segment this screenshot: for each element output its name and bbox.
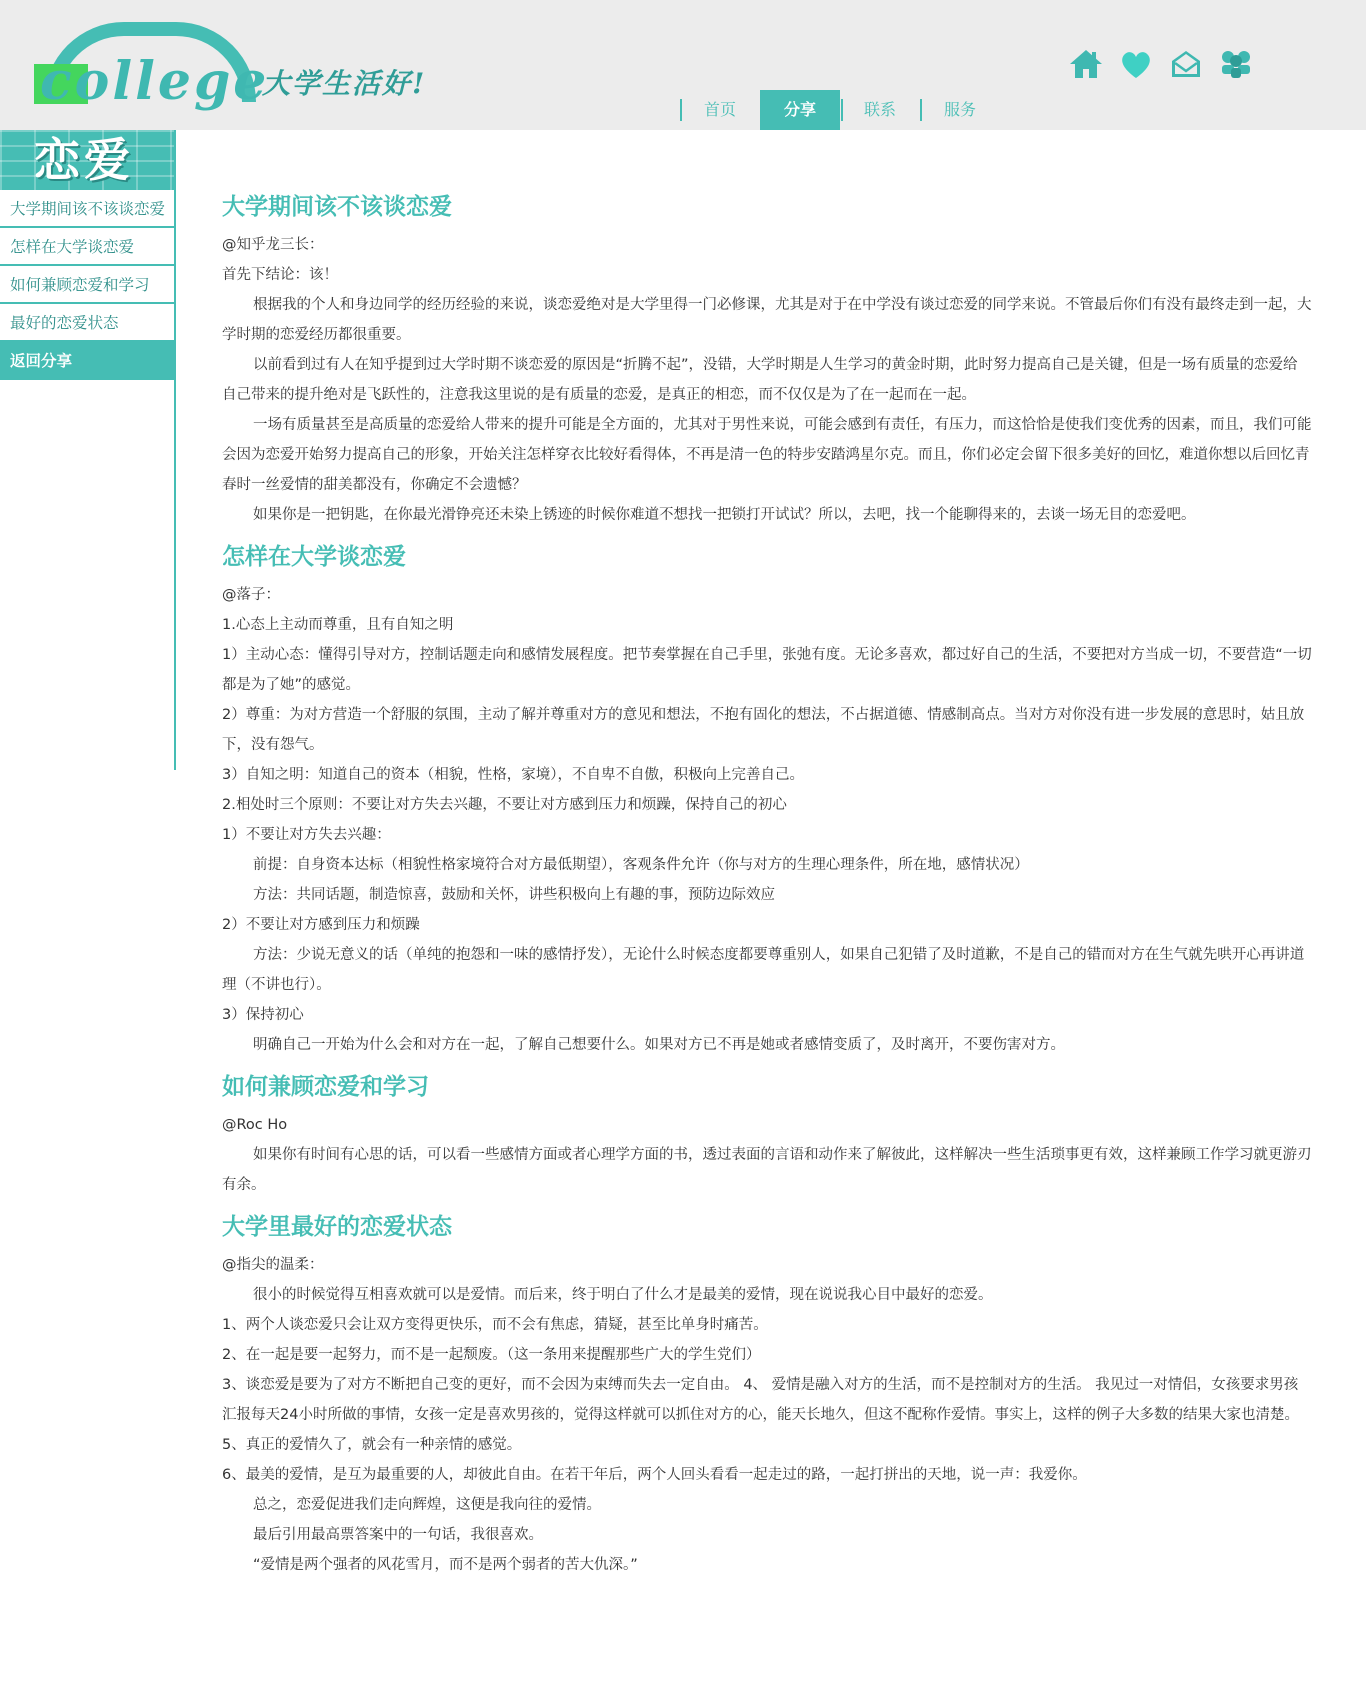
paragraph: @知乎龙三长： xyxy=(222,237,324,253)
paragraph: 5、真正的爱情久了，就会有一种亲情的感觉。 xyxy=(222,1437,522,1453)
logo-word: college xyxy=(40,51,270,112)
paragraph: 方法：少说无意义的话（单纯的抱怨和一味的感情抒发），无论什么时候态度都要尊重别人，如果自己犯错了及时道歉，不是自己的错而对方在生气就先哄开心再讲道理（不讲也行）。 xyxy=(222,947,1305,993)
main-content xyxy=(222,190,1312,1590)
sidebar-item-best-state[interactable]: 最好的恋爱状态 xyxy=(0,304,174,342)
paragraph: 2.相处时三个原则：不要让对方失去兴趣，不要让对方感到压力和烦躁，保持自己的初心 xyxy=(222,797,787,813)
paragraph: “爱情是两个强者的风花雪月，而不是两个弱者的苦大仇深。” xyxy=(253,1557,638,1573)
paragraph: 如果你是一把钥匙，在你最光滑铮亮还未染上锈迹的时候你难道不想找一把锁打开试试？所以，去吧，找一个能聊得来的，去谈一场无目的恋爱吧。 xyxy=(253,507,1196,523)
paragraph: 3）自知之明：知道自己的资本（相貌，性格，家境），不自卑不自傲，积极向上完善自己。 xyxy=(222,767,804,783)
top-icons xyxy=(1068,46,1254,82)
nav-home[interactable]: 首页 xyxy=(680,90,760,130)
section-title: 大学里最好的恋爱状态 xyxy=(222,1213,452,1240)
paragraph: 最后引用最高票答案中的一句话，我很喜欢。 xyxy=(253,1527,543,1543)
site-header xyxy=(0,0,1366,130)
paragraph: 1）主动心态：懂得引导对方，控制话题走向和感情发展程度。把节奏掌握在自己手里，张弛有度。无论多喜欢，都过好自己的生活，不要把对方当成一切，不要营造“一切都是为了她”的感觉。 xyxy=(222,647,1312,693)
nav-contact[interactable]: 联系 xyxy=(840,90,920,130)
section-best-state xyxy=(222,1210,1312,1580)
section-title: 大学期间该不该谈恋爱 xyxy=(222,193,452,220)
section-title: 怎样在大学谈恋爱 xyxy=(222,543,406,570)
sidebar-item-love-and-study[interactable]: 如何兼顾恋爱和学习 xyxy=(0,266,174,304)
paragraph: 一场有质量甚至是高质量的恋爱给人带来的提升可能是全方面的，尤其对于男性来说，可能会感到有责任，有压力，而这恰恰是使我们变优秀的因素，而且，我们可能会因为恋爱开始努力提高自己的形象，开始关注怎样穿衣比较好看得体，不再是清一色的特步安踏鸿星尔克。而且，你们必定会留下很多美好的回忆，难道你想以后回忆青春时一丝爱情的甜美都没有，你确定不会遗憾？ xyxy=(222,417,1312,493)
community-icon[interactable] xyxy=(1218,46,1254,82)
section-how-to-date xyxy=(222,540,1312,1060)
paragraph: 1、两个人谈恋爱只会让双方变得更快乐，而不会有焦虑，猜疑，甚至比单身时痛苦。 xyxy=(222,1317,768,1333)
sidebar-item-back-to-share[interactable]: 返回分享 xyxy=(0,342,174,380)
paragraph: 如果你有时间有心思的话，可以看一些感情方面或者心理学方面的书，透过表面的言语和动作来了解彼此，这样解决一些生活琐事更有效，这样兼顾工作学习就更游刃有余。 xyxy=(222,1147,1312,1193)
home-icon[interactable] xyxy=(1068,46,1104,82)
paragraph: 1）不要让对方失去兴趣： xyxy=(222,827,391,843)
mail-icon[interactable] xyxy=(1168,46,1204,82)
paragraph: @Roc Ho xyxy=(222,1117,288,1133)
sidebar-title: 恋爱 xyxy=(34,133,134,187)
paragraph: 2）不要让对方感到压力和烦躁 xyxy=(222,917,420,933)
paragraph: 2、在一起是要一起努力，而不是一起颓废。（这一条用来提醒那些广大的学生党们） xyxy=(222,1347,761,1363)
paragraph: 2）尊重：为对方营造一个舒服的氛围，主动了解并尊重对方的意见和想法，不抱有固化的想法，不占据道德、情感制高点。当对方对你没有进一步发展的意思时，姑且放下，没有怨气。 xyxy=(222,707,1305,753)
sidebar-item-should-date[interactable]: 大学期间该不该谈恋爱 xyxy=(0,190,174,228)
paragraph: @指尖的温柔： xyxy=(222,1257,324,1273)
sidebar xyxy=(0,130,176,770)
paragraph: 总之，恋爱促进我们走向辉煌，这便是我向往的爱情。 xyxy=(253,1497,601,1513)
paragraph: 根据我的个人和身边同学的经历经验的来说，谈恋爱绝对是大学里得一门必修课，尤其是对于在中学没有谈过恋爱的同学来说。不管最后你们有没有最终走到一起，大学时期的恋爱经历都很重要。 xyxy=(222,297,1312,343)
section-should-date xyxy=(222,190,1312,530)
sidebar-item-how-to-date[interactable]: 怎样在大学谈恋爱 xyxy=(0,228,174,266)
paragraph: 方法：共同话题，制造惊喜，鼓励和关怀，讲些积极向上有趣的事，预防边际效应 xyxy=(253,887,775,903)
paragraph: 以前看到过有人在知乎提到过大学时期不谈恋爱的原因是“折腾不起”，没错，大学时期是人生学习的黄金时期，此时努力提高自己是关键，但是一场有质量的恋爱给自己带来的提升绝对是飞跃性的，注意我这里说的是有质量的恋爱，是真正的相恋，而不仅仅是为了在一起而在一起。 xyxy=(222,357,1298,403)
section-love-and-study xyxy=(222,1070,1312,1200)
heart-icon[interactable] xyxy=(1118,46,1154,82)
paragraph: 前提：自身资本达标（相貌性格家境符合对方最低期望），客观条件允许（你与对方的生理心理条件，所在地，感情状况） xyxy=(253,857,1029,873)
section-title: 如何兼顾恋爱和学习 xyxy=(222,1073,429,1100)
main-nav xyxy=(680,90,1000,130)
paragraph: 3、谈恋爱是要为了对方不断把自己变的更好，而不会因为束缚而失去一定自由。 4、 爱情是融入对方的生活，而不是控制对方的生活。 我见过一对情侣，女孩要求男孩汇报每天24小时所做的事情，女孩一定是喜欢男孩的，觉得这样就可以抓住对方的心，能天长地久，但这不配称作爱情。事实上，这样的例子大多数的结果大家也清楚。 xyxy=(222,1377,1299,1423)
sidebar-title-banner xyxy=(0,130,174,190)
paragraph: 明确自己一开始为什么会和对方在一起，了解自己想要什么。如果对方已不再是她或者感情变质了，及时离开，不要伤害对方。 xyxy=(253,1037,1065,1053)
nav-service[interactable]: 服务 xyxy=(920,90,1000,130)
logo-slogan: 大学生活好! xyxy=(262,67,427,100)
paragraph: 1.心态上主动而尊重，且有自知之明 xyxy=(222,617,454,633)
site-logo[interactable] xyxy=(30,20,470,110)
paragraph: 3）保持初心 xyxy=(222,1007,304,1023)
paragraph: 6、最美的爱情，是互为最重要的人，却彼此自由。在若干年后，两个人回头看看一起走过的路，一起打拼出的天地，说一声：我爱你。 xyxy=(222,1467,1087,1483)
sidebar-list xyxy=(0,190,174,380)
nav-share[interactable]: 分享 xyxy=(760,90,840,130)
paragraph: @落子： xyxy=(222,587,280,603)
paragraph: 很小的时候觉得互相喜欢就可以是爱情。而后来，终于明白了什么才是最美的爱情，现在说说我心目中最好的恋爱。 xyxy=(253,1287,993,1303)
paragraph: 首先下结论：该！ xyxy=(222,267,338,283)
